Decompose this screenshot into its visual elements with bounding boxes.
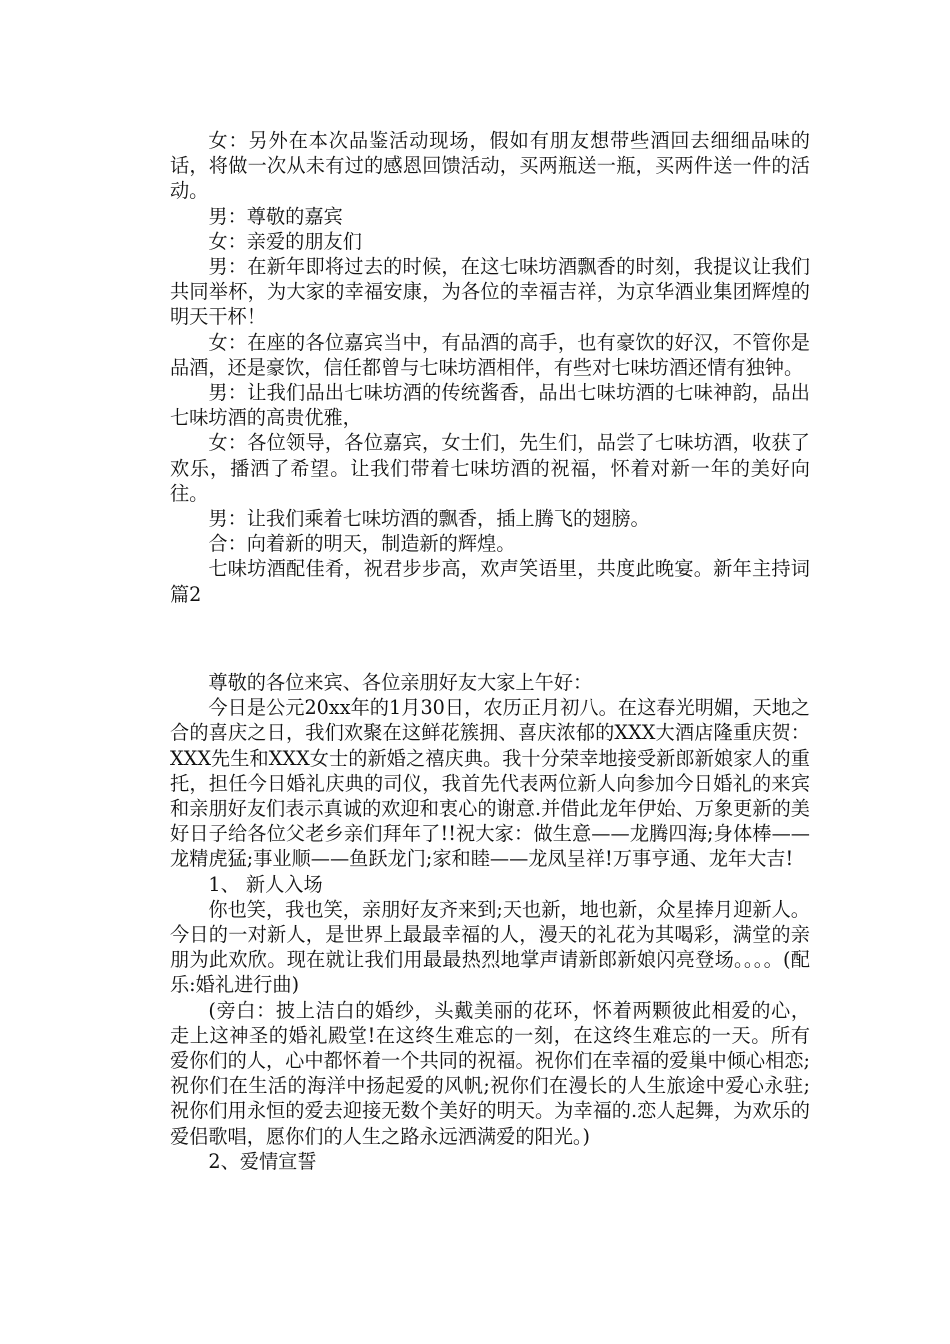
paragraph-female-greeting: 女：亲爱的朋友们 bbox=[208, 229, 362, 253]
paragraph-male-toast: 男：在新年即将过去的时候，在这七味坊酒飘香的时刻，我提议让我们共同举杯，为大家的幸福安康，为各位的幸福吉祥，为京华酒业集团辉煌的明天干杯！ bbox=[170, 255, 810, 329]
paragraph-entrance-speech: 你也笑，我也笑，亲朋好友齐来到;天也新，地也新，众星捧月迎新人。今日的一对新人，是世界上最最幸福的人，漫天的礼花为其喝彩，满堂的亲朋为此欢欣。现在就让我们用最最热烈地掌声请新郎新娘闪亮登场。。。。(配乐:婚礼进行曲) bbox=[170, 897, 810, 997]
paragraph-closing-and-heading: 七味坊酒配佳肴，祝君步步高，欢声笑语里，共度此晚宴。新年主持词 篇2 bbox=[170, 557, 810, 606]
paragraph-female-blessing: 女：各位领导，各位嘉宾，女士们，先生们，品尝了七味坊酒，收获了欢乐，播洒了希望。让我们带着七味坊酒的祝福，怀着对新一年的美好向往。 bbox=[170, 431, 810, 505]
section-hosting-script-wine bbox=[170, 128, 810, 607]
paragraph-male-greeting: 男：尊敬的嘉宾 bbox=[208, 204, 343, 228]
paragraph-together: 合：向着新的明天，制造新的辉煌。 bbox=[208, 532, 516, 556]
paragraph-opening-speech: 今日是公元20xx年的1月30日，农历正月初八。在这春光明媚，天地之合的喜庆之日，我们欢聚在这鲜花簇拥、喜庆浓郁的XXX大酒店隆重庆贺：XXX先生和XXX女士的新婚之禧庆典。我十分荣幸地接受新郎新娘家人的重托，担任今日婚礼庆典的司仪，我首先代表两位新人向参加今日婚礼的来宾和亲朋好友们表示真诚的欢迎和衷心的谢意.并借此龙年伊始、万象更新的美好日子给各位父老乡亲们拜年了!!祝大家：做生意——龙腾四海;身体棒——龙精虎猛;事业顺——鱼跃龙门;家和睦——龙凤呈祥!万事亨通、龙年大吉! bbox=[170, 696, 810, 871]
paragraph-male-taste: 男：让我们品出七味坊酒的传统酱香，品出七味坊酒的七味神韵，品出七味坊酒的高贵优雅， bbox=[170, 381, 810, 430]
paragraph-salutation: 尊敬的各位来宾、各位亲朋好友大家上午好： bbox=[208, 671, 593, 694]
paragraph-female-guests: 女：在座的各位嘉宾当中，有品酒的高手，也有豪饮的好汉，不管你是品酒，还是豪饮，信任都曾与七味坊酒相伴，有些对七味坊酒还情有独钟。 bbox=[170, 330, 810, 379]
paragraph-narration: (旁白：披上洁白的婚纱，头戴美丽的花环，怀着两颗彼此相爱的心，走上这神圣的婚礼殿堂!在这终生难忘的一刻，在这终生难忘的一天。所有爱你们的人，心中都怀着一个共同的祝福。祝你们在幸福的爱巢中倾心相恋;祝你们在生活的海洋中扬起爱的风帆;祝你们在漫长的人生旅途中爱心永驻;祝你们用永恒的爱去迎接无数个美好的明天。为幸福的.恋人起舞，为欢乐的爱侣歌唱，愿你们的人生之路永远洒满爱的阳光。) bbox=[170, 998, 810, 1148]
paragraph-male-wings: 男：让我们乘着七味坊酒的飘香，插上腾飞的翅膀。 bbox=[208, 507, 650, 531]
section-wedding-script bbox=[170, 670, 810, 1174]
heading-love-vow: 2、爱情宣誓 bbox=[208, 1149, 317, 1173]
heading-couple-entrance: 1、 新人入场 bbox=[208, 872, 323, 896]
paragraph-female-gift-offer: 女：另外在本次品鉴活动现场，假如有朋友想带些酒回去细细品味的话，将做一次从未有过的感恩回馈活动，买两瓶送一瓶，买两件送一件的活动。 bbox=[170, 129, 810, 203]
